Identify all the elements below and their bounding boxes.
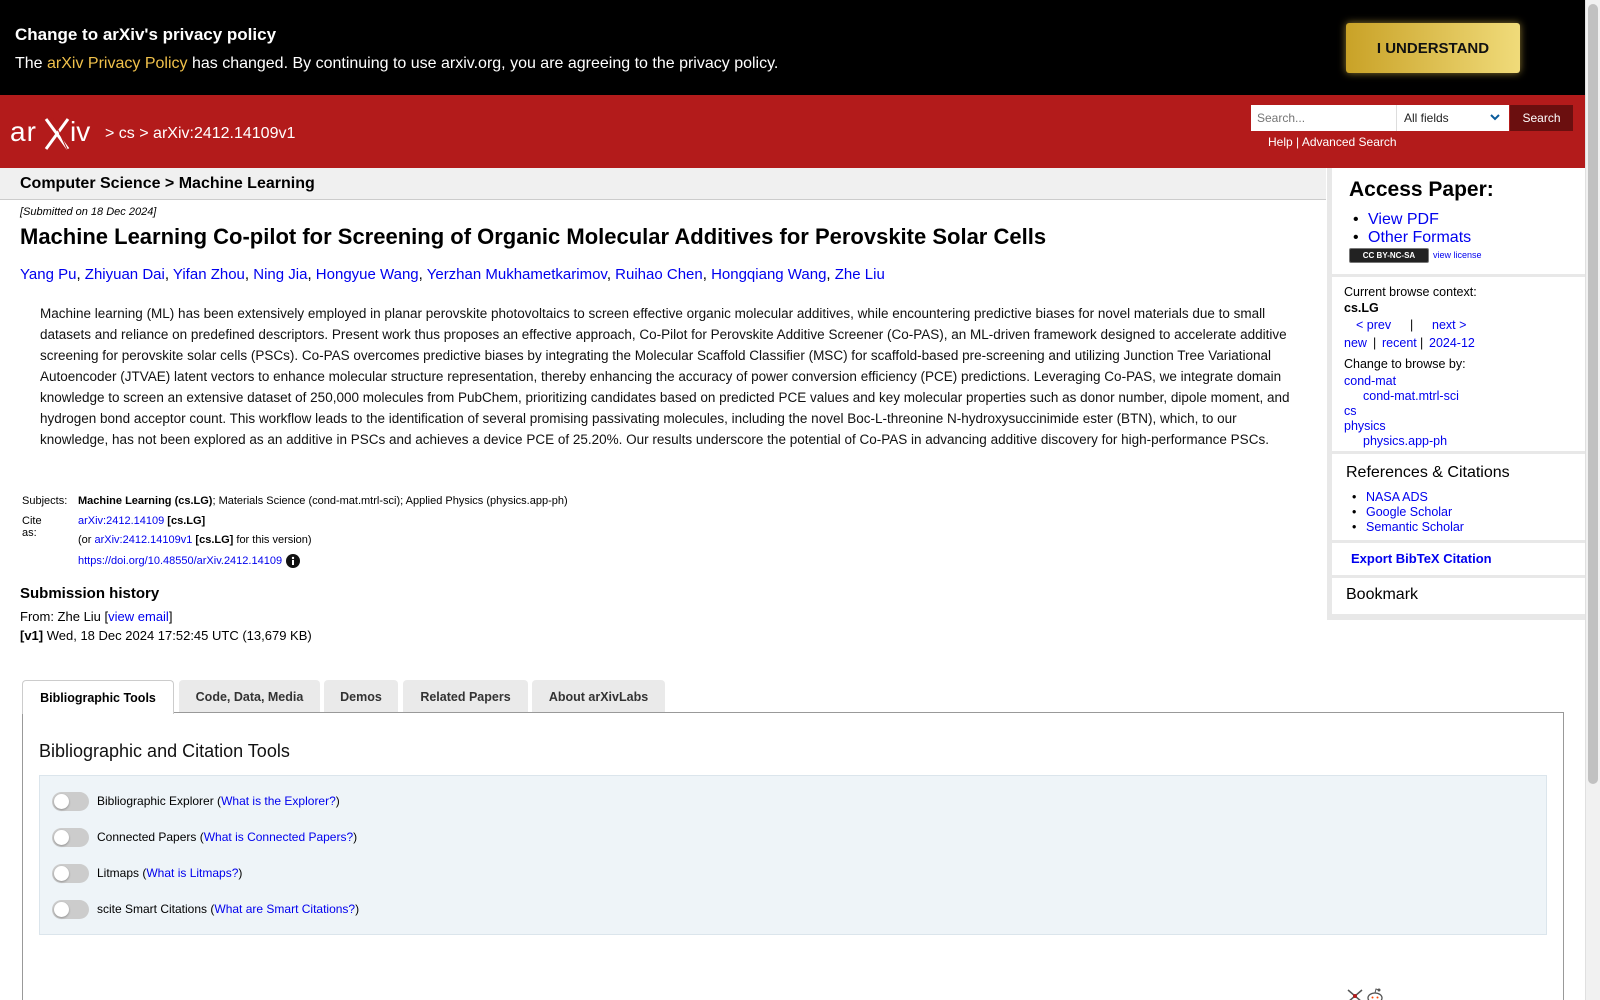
version-details: Wed, 18 Dec 2024 17:52:45 UTC (13,679 KB) bbox=[43, 628, 312, 643]
browse-context-value: cs.LG bbox=[1344, 301, 1379, 315]
tool-info-link[interactable]: What is Connected Papers? bbox=[203, 830, 354, 844]
arxiv-logo[interactable] bbox=[10, 113, 102, 153]
tool-info-link[interactable]: What are Smart Citations? bbox=[214, 902, 356, 916]
privacy-text bbox=[15, 55, 778, 73]
version-entry bbox=[20, 628, 312, 643]
privacy-text-after: has changed. By continuing to use arxiv.org, you are agreeing to the privacy policy. bbox=[187, 55, 779, 72]
cite-version-line bbox=[78, 534, 312, 546]
author-link[interactable]: Zhiyuan Dai bbox=[84, 266, 165, 283]
doi-line bbox=[78, 554, 300, 568]
privacy-title: Change to arXiv's privacy policy bbox=[15, 25, 277, 44]
cite-version-link[interactable]: arXiv:2412.14109v1 bbox=[94, 534, 193, 546]
tools-title: Bibliographic and Citation Tools bbox=[39, 741, 290, 761]
export-bibtex-link[interactable]: Export BibTeX Citation bbox=[1351, 551, 1492, 566]
tab-related-papers[interactable]: Related Papers bbox=[403, 680, 528, 713]
browse-context-label: Current browse context: bbox=[1344, 285, 1477, 299]
svg-text:ar: ar bbox=[10, 116, 37, 147]
author-link[interactable]: Ruihao Chen bbox=[615, 266, 703, 283]
breadcrumb-sep: > bbox=[139, 125, 149, 142]
links-separator: | bbox=[1292, 135, 1302, 149]
toggle-switch[interactable] bbox=[52, 900, 89, 919]
history-from-text: From: Zhe Liu [ bbox=[20, 609, 109, 624]
tab-demos[interactable]: Demos bbox=[324, 680, 398, 713]
author-link[interactable]: Yifan Zhou bbox=[172, 266, 245, 283]
reddit-icon[interactable] bbox=[1366, 987, 1384, 1000]
author-list: Yang Pu, Zhiyuan Dai, Yifan Zhou, Ning Jia, Hongyue Wang, Yerzhan Mukhametkarimov, Ruihao Chen, Hongqiang Wang, Zhe Liu bbox=[20, 266, 885, 283]
subject-heading: Computer Science > Machine Learning bbox=[20, 175, 315, 192]
primary-subject: Machine Learning (cs.LG) bbox=[78, 495, 213, 507]
cite-or-text: (or bbox=[78, 534, 95, 546]
nav-separator: | bbox=[1420, 336, 1424, 350]
sidebar bbox=[1327, 168, 1585, 620]
submission-from bbox=[20, 609, 172, 624]
site-header bbox=[0, 95, 1585, 168]
tool-close-paren: ) bbox=[335, 794, 340, 808]
tool-info-link[interactable]: What is the Explorer? bbox=[221, 794, 336, 808]
nav-separator: | bbox=[1410, 318, 1414, 332]
search-button[interactable]: Search bbox=[1510, 105, 1573, 131]
search-help-links bbox=[1268, 135, 1397, 149]
tool-name: Litmaps ( bbox=[97, 866, 147, 880]
subject-heading-bar bbox=[0, 168, 1326, 200]
tool-label bbox=[97, 830, 357, 844]
tool-label bbox=[97, 794, 340, 808]
toggle-switch[interactable] bbox=[52, 864, 89, 883]
access-paper-box bbox=[1332, 168, 1585, 274]
tool-close-paren: ) bbox=[355, 902, 360, 916]
privacy-banner bbox=[0, 0, 1585, 95]
license-badge[interactable]: CC BY-NC-SA bbox=[1349, 248, 1429, 263]
tool-label bbox=[97, 902, 359, 916]
tab-bibliographic-tools[interactable]: Bibliographic Tools bbox=[22, 680, 174, 714]
author-link[interactable]: Zhe Liu bbox=[834, 266, 885, 283]
tab-code-data-media[interactable]: Code, Data, Media bbox=[179, 680, 320, 713]
breadcrumb-cs[interactable]: cs bbox=[118, 125, 135, 142]
help-link[interactable]: Help bbox=[1268, 135, 1293, 149]
abstract: Machine learning (ML) has been extensively employed in planar perovskite photovoltaics to screen effective organic molecular additives, while encountering predictive biases for novel materials due to small datasets and reliance on predefined descriptors. Present work thus proposes an effective approach, Co-Pilot for Perovskite Additive Screener (Co-PAS), an ML-driven framework designed to accelerate additive screening for perovskite solar cells (PSCs). Co-PAS overcomes predictive biases by integrating the Molecular Scaffold Classifier (MSC) for scaffold-based pre-screening and utilizing Junction Tree Variational Autoencoder (JTVAE) latent vectors to enhance molecular structure representation, thereby enhancing the accuracy of power conversion efficiency (PCE) predictions. Leveraging Co-PAS, we integrate domain knowledge to screen an extensive dataset of 250,000 molecules from PubChem, prioritizing candidates based on predicted PCE values and key molecular properties such as donor number, dipole moment, and hydrogen bond acceptor count. This workflow leads to the identification of several promising passivating molecules, including the novel Boc-L-threonine N-hydroxysuccinimide ester (BTN), which, to our knowledge, has not been explored as an additive in PSCs and achieves a device PCE of 25.20%. Our results underscore the potential of Co-PAS in advancing additive discovery for high-performance PSCs. bbox=[40, 306, 1290, 447]
google-scholar-link[interactable]: • Google Scholar bbox=[1366, 505, 1452, 519]
privacy-policy-link[interactable]: arXiv Privacy Policy bbox=[47, 55, 188, 72]
submission-history-title: Submission history bbox=[20, 585, 160, 602]
browse-cond-mat[interactable]: cond-mat bbox=[1344, 374, 1397, 388]
chevron-down-icon bbox=[1489, 111, 1501, 123]
bibsonomy-icon[interactable] bbox=[1346, 988, 1364, 1000]
search-field-select[interactable] bbox=[1396, 105, 1509, 131]
tool-name: scite Smart Citations ( bbox=[97, 902, 215, 916]
page-scrollbar[interactable] bbox=[1585, 0, 1600, 1000]
version-label: [v1] bbox=[20, 628, 44, 643]
breadcrumb-paper-id: arXiv:2412.14109v1 bbox=[153, 125, 296, 142]
paper-title: Machine Learning Co-pilot for Screening of Organic Molecular Additives for Perovskite Solar Cells bbox=[20, 224, 1047, 249]
subjects-value bbox=[78, 495, 568, 507]
tool-name: Bibliographic Explorer ( bbox=[97, 794, 222, 808]
access-paper-title: Access Paper: bbox=[1349, 178, 1494, 201]
tools-list bbox=[39, 775, 1547, 935]
cite-id-link[interactable]: arXiv:2412.14109 bbox=[78, 514, 165, 527]
svg-text:iv: iv bbox=[70, 116, 91, 147]
other-subjects: ; Materials Science (cond-mat.mtrl-sci); Applied Physics (physics.app-ph) bbox=[212, 495, 568, 507]
author-link[interactable]: Hongqiang Wang bbox=[711, 266, 827, 283]
semantic-scholar-link[interactable]: • Semantic Scholar bbox=[1366, 520, 1464, 534]
references-box bbox=[1332, 454, 1585, 540]
author-link[interactable]: Hongyue Wang bbox=[315, 266, 419, 283]
cite-label: Cite as: bbox=[22, 514, 42, 539]
month-link[interactable]: 2024-12 bbox=[1429, 336, 1475, 350]
browse-context-box bbox=[1332, 277, 1585, 451]
author-link[interactable]: Yang Pu bbox=[20, 266, 77, 283]
doi-link[interactable]: https://doi.org/10.48550/arXiv.2412.14109 bbox=[78, 554, 283, 567]
tool-name: Connected Papers ( bbox=[97, 830, 204, 844]
bookmark-title: Bookmark bbox=[1346, 586, 1419, 603]
cite-value bbox=[78, 515, 205, 527]
history-bracket: ] bbox=[168, 609, 173, 624]
view-pdf-link[interactable]: • View PDF bbox=[1368, 211, 1439, 229]
browse-cs[interactable]: cs bbox=[1344, 404, 1357, 418]
toggle-switch[interactable] bbox=[52, 828, 89, 847]
search-field-value: All fields bbox=[1404, 111, 1449, 125]
browse-cond-mat-mtrl-sci[interactable]: cond-mat.mtrl-sci bbox=[1363, 389, 1459, 403]
view-email-link[interactable]: view email bbox=[108, 609, 169, 624]
author-link[interactable]: Ning Jia bbox=[253, 266, 308, 283]
cite-version-tail: for this version) bbox=[233, 534, 312, 546]
tool-close-paren: ) bbox=[353, 830, 358, 844]
view-license-link[interactable]: view license bbox=[1433, 250, 1482, 260]
new-link[interactable]: new bbox=[1344, 336, 1367, 350]
info-icon[interactable] bbox=[286, 554, 300, 568]
tool-label bbox=[97, 866, 242, 880]
browse-physics[interactable]: physics bbox=[1344, 419, 1386, 433]
references-title: References & Citations bbox=[1346, 464, 1510, 481]
search-input[interactable] bbox=[1251, 105, 1396, 131]
prev-link[interactable]: < prev bbox=[1356, 318, 1392, 332]
export-box bbox=[1332, 543, 1585, 575]
other-formats-link[interactable]: • Other Formats bbox=[1368, 229, 1471, 247]
recent-link[interactable]: recent bbox=[1382, 336, 1417, 350]
breadcrumb bbox=[105, 125, 295, 143]
breadcrumb-sep: > bbox=[105, 125, 115, 142]
browse-physics-app-ph[interactable]: physics.app-ph bbox=[1363, 434, 1448, 448]
cite-version-category: [cs.LG] bbox=[195, 534, 234, 546]
toggle-switch[interactable] bbox=[52, 792, 89, 811]
advanced-search-link[interactable]: Advanced Search bbox=[1301, 135, 1397, 149]
tool-close-paren: ) bbox=[238, 866, 243, 880]
scrollbar-thumb[interactable] bbox=[1588, 4, 1598, 784]
cite-category: [cs.LG] bbox=[167, 514, 206, 527]
tab-about-arxivlabs[interactable]: About arXivLabs bbox=[532, 680, 665, 713]
tool-info-link[interactable]: What is Litmaps? bbox=[146, 866, 239, 880]
subjects-label: Subjects: bbox=[22, 495, 68, 507]
change-browse-label: Change to browse by: bbox=[1344, 357, 1466, 371]
i-understand-button[interactable]: I UNDERSTAND bbox=[1346, 23, 1520, 73]
next-link[interactable]: next > bbox=[1432, 318, 1467, 332]
author-link[interactable]: Yerzhan Mukhametkarimov bbox=[426, 266, 607, 283]
tab-panel bbox=[22, 712, 1564, 1000]
nasa-ads-link[interactable]: • NASA ADS bbox=[1366, 490, 1428, 504]
nav-separator: | bbox=[1373, 336, 1377, 350]
bookmark-box bbox=[1332, 578, 1585, 614]
privacy-text-before: The bbox=[15, 55, 48, 72]
submitted-date: [Submitted on 18 Dec 2024] bbox=[20, 206, 157, 218]
